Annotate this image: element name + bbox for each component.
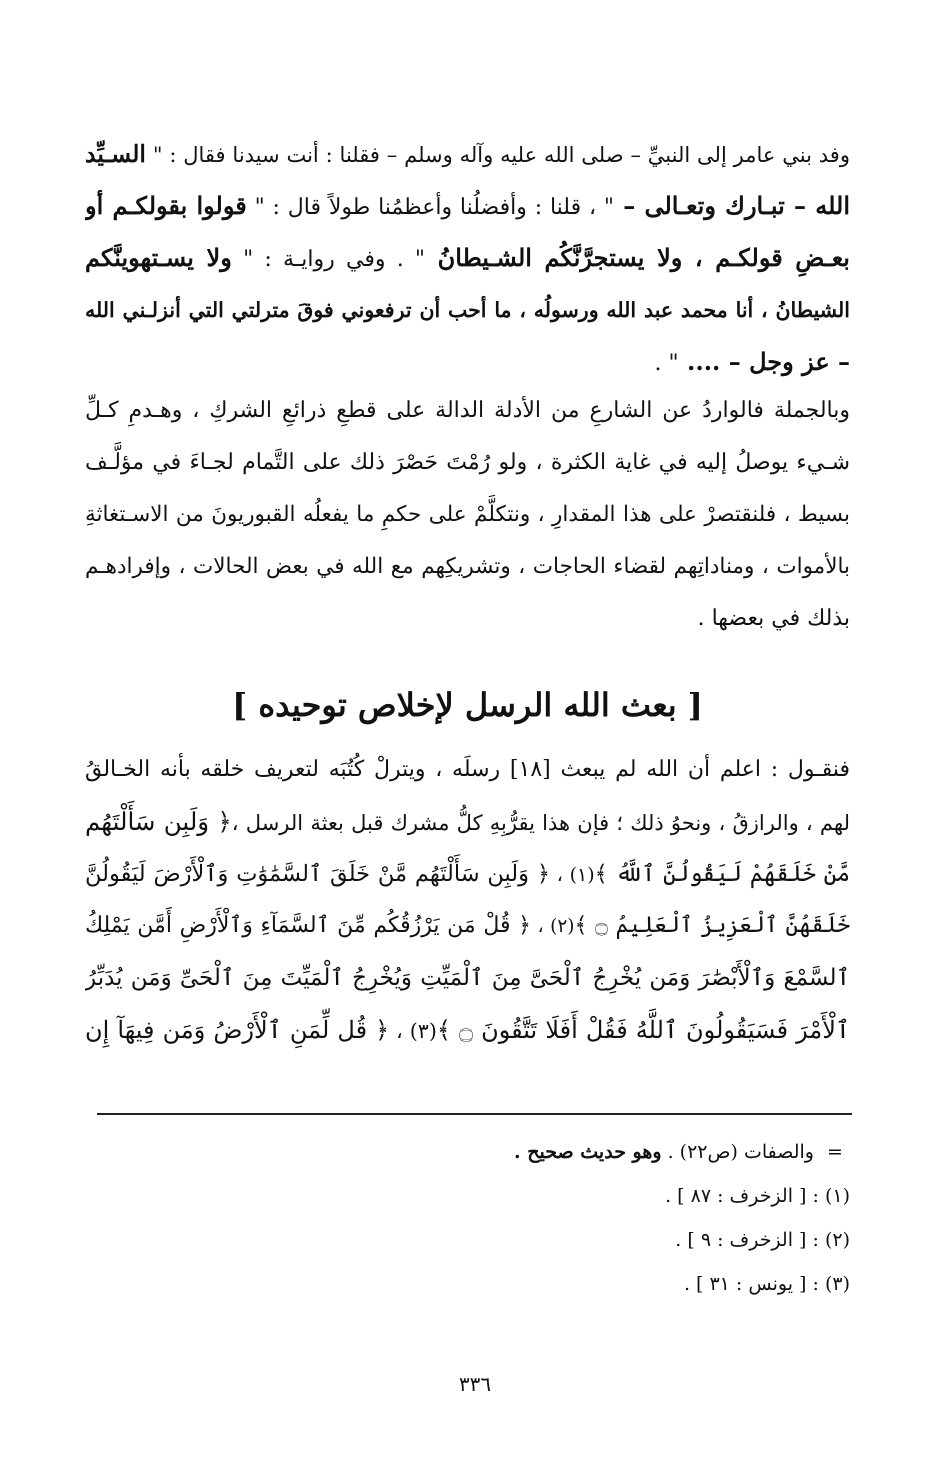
- text-line: بالأموات ، ومناداتِهم لقضاء الحاجات ، وتشريكِهم مع الله في بعض الحالات ، وإفرادهـم: [85, 554, 850, 579]
- footnote-item: (٢) : [ الزخرف : ٩ ] .: [675, 1229, 850, 1251]
- section-heading: [ بعث الله الرسل لإخلاص توحيده ]: [232, 686, 703, 724]
- quran-verse: ٱلسَّمْعَ وَٱلْأَبْصَٰرَ وَمَن يُخْرِجُ ٱلْحَىَّ مِنَ ٱلْمَيِّتِ وَيُخْرِجُ ٱلْمَيِّتَ مِنَ ٱلْحَىِّ وَمَن يُدَبِّرُ: [85, 965, 850, 991]
- quran-verse: ﴿ وَلَبِن سَأَلْتَهُم: [85, 807, 232, 836]
- footnote-item: (٣) : [ يونس : ٣١ ] .: [683, 1273, 850, 1295]
- quran-verse: ﴿ قُلْ مَن يَرْزُقُكُم مِّنَ ٱلسَّمَآءِ وَٱلْأَرْضِ أَمَّن يَمْلِكُ: [85, 913, 532, 938]
- footnotes: [85, 1130, 850, 1306]
- text-line: – عز وجل – .... " .: [654, 347, 850, 376]
- text-line: الله – تبـارك وتعـالى – " ، قلنا : وأفضلُنا وأعظمُنا طولاً قال : " قولوا بقولكـم أو: [85, 191, 850, 220]
- quran-verse: ﴿ قُل لِّمَنِ ٱلْأَرْضُ وَمَن فِيهَآ إِن: [85, 1016, 390, 1044]
- footnote-item: = والصفات (ص٢٢) . وهو حديث صحيح .: [514, 1141, 843, 1163]
- text-line: بعـضِ قولكـم ، ولا يستجرَّنَّكُم الشـيطانُ " . وفي روايـة : " ولا يسـتهوينَّكم: [85, 243, 850, 272]
- text-line: وبالجملة فالواردُ عن الشارعِ من الأدلة الدالة على قطعِ ذرائعِ الشركِ ، وهـدمِ كـلِّ: [85, 398, 850, 423]
- text-line: الشيطانُ ، أنا محمد عبد الله ورسولُه ، ما أحب أن ترفعوني فوقَ مترلتي التي أنزلـني الله: [85, 298, 850, 322]
- footnote-ref: (١) ،: [550, 864, 595, 886]
- page-number: ٣٣٦: [458, 1372, 492, 1396]
- hadith-paragraph: [85, 128, 850, 388]
- quran-verse: مَّنْ خَلَقَهُمْ لَيَقُولُنَّ ٱللَّهُ ﴾: [594, 861, 850, 887]
- text-line: [85, 848, 850, 900]
- text-line: [85, 1004, 850, 1056]
- text-line: [85, 952, 850, 1004]
- summary-paragraph: [85, 385, 850, 645]
- text-line: شـيء يوصلُ إليه في غاية الكثرة ، ولو رُمْتَ حَصْرَ ذلك على التَّمام لجـاءَ في مؤلَّـف: [85, 450, 850, 475]
- section-paragraph: [85, 744, 850, 1056]
- text-line: فنقـول : اعلم أن الله لم يبعث [١٨] رسلَه ، ويترلْ كُتُبَه لتعريف خلقه بأنه الخـالقُ: [85, 757, 850, 782]
- footnote-ref: (٣) ،: [389, 1019, 437, 1043]
- footnote-item: (١) : [ الزخرف : ٨٧ ] .: [665, 1185, 850, 1207]
- footnote-ref: (٢) ،: [531, 916, 575, 937]
- quran-verse: خَلَقَهُنَّ ٱلْعَزِيزُ ٱلْعَلِيمُ ۝ ﴾: [574, 913, 850, 938]
- text-line: وفد بني عامر إلى النبيِّ – صلى الله عليه وآله وسلم – فقلنا : أنت سيدنا فقال : " السـيِّد: [85, 140, 850, 168]
- text-line: [85, 900, 850, 952]
- text-line: بسيط ، فلنقتصرْ على هذا المقدارِ ، ونتكلَّمْ على حكمِ ما يفعلُه القبوريونَ من الاسـتغاثةِ: [85, 502, 850, 527]
- footnote-divider: [97, 1113, 852, 1115]
- quran-verse: ﴿ وَلَبِن سَأَلْتَهُم مَّنْ خَلَقَ ٱلسَّمَٰوَٰتِ وَٱلْأَرْضَ لَيَقُولُنَّ: [85, 861, 551, 887]
- text-line: لهم ، والرازقُ ، ونحوُ ذلك ؛ فإن هذا يقرُّبِهِ كلُّ مشرك قبل بعثة الرسل ،﴿ وَلَبِن سَأَلْتَهُم: [85, 807, 850, 836]
- text-line: بذلك في بعضها .: [697, 606, 850, 631]
- quran-verse: ٱلْأَمْرَ فَسَيَقُولُونَ ٱللَّهُ فَقُلْ أَفَلَا تَتَّقُونَ ۝ ﴾: [436, 1016, 850, 1044]
